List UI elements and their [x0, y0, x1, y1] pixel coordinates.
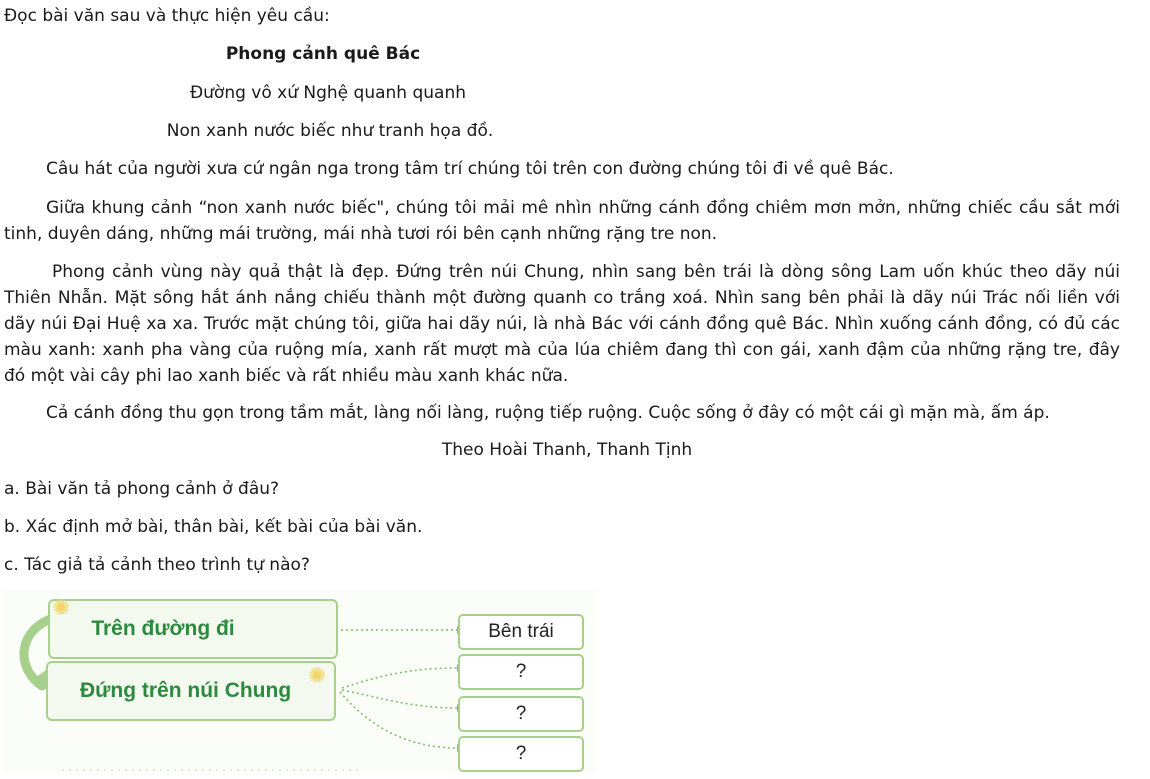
answer-box-2	[458, 654, 584, 690]
box-standing-on-mountain-label: Đứng trên núi Chung	[80, 679, 292, 702]
question-a: a. Bài văn tả phong cảnh ở đâu?	[4, 479, 280, 499]
box-standing-on-mountain	[46, 661, 336, 721]
flower-icon: ✺	[308, 664, 327, 689]
answer-box-3	[458, 696, 584, 732]
poem-line-2: Non xanh nước biếc như tranh họa đồ.	[166, 121, 494, 141]
answer-box-4	[458, 736, 584, 772]
paragraph-3: Phong cảnh vùng này quả thật là đẹp. Đứng trên núi Chung, nhìn sang bên trái là dòng sông Lam uốn khúc theo dãy núi Thiên Nhẫn. Mặt sông hắt ánh nắng chiếu thành một đường quanh co trắng xoá. Nhìn sang bên phải là dãy núi Trác nối liền với dãy núi Đại Huệ xa xa. Trước mặt chúng tôi, giữa hai dãy núi, là nhà Bác với cánh đồng quê Bác. Nhìn xuống cánh đồng, có đủ các màu xanh: xanh pha vàng của ruộng mía, xanh rất mượt mà của lúa chiêm đang thì con gái, xanh đậm của những rặng tre, đây đó một vài cây phi lao xanh biếc và rất nhiều màu xanh khác nữa.	[4, 262, 1120, 386]
connector-4	[340, 692, 457, 748]
answer-box-3-label: ?	[515, 703, 527, 724]
poem-line-1: Đường vô xứ Nghệ quanh quanh	[189, 83, 467, 103]
flower-icon: ✺	[52, 596, 71, 621]
connector-2	[342, 668, 457, 688]
answer-box-left-side	[458, 614, 584, 650]
poem-title: Phong cảnh quê Bác	[225, 44, 421, 64]
answer-box-2-label: ?	[515, 661, 527, 682]
source-attribution: Theo Hoài Thanh, Thanh Tịnh	[441, 440, 693, 460]
question-b: b. Xác định mở bài, thân bài, kết bài của bài văn.	[4, 517, 423, 537]
paragraph-4: Cả cánh đồng thu gọn trong tầm mắt, làng nối làng, ruộng tiếp ruộng. Cuộc sống ở đây có một cái gì mặn mà, ấm áp.	[46, 403, 1050, 423]
box-on-the-way	[48, 596, 338, 659]
instruction-text: Đọc bài văn sau và thực hiện yêu cầu:	[4, 6, 330, 26]
box-on-the-way-label: Trên đường đi	[91, 617, 235, 640]
answer-box-left-side-label: Bên trái	[488, 621, 554, 642]
paragraph-2: Giữa khung cảnh “non xanh nước biếc", chúng tôi mải mê nhìn những cánh đồng chiêm mơn mởn, những chiếc cầu sắt mới tinh, duyên dáng, những mái trường, mái nhà tươi rói bên cạnh những rặng tre non.	[4, 198, 1120, 244]
paragraph-1: Câu hát của người xưa cứ ngân nga trong tâm trí chúng tôi trên con đường chúng tôi đi về quê Bác.	[46, 159, 894, 179]
connector-3	[342, 690, 457, 708]
answer-box-4-label: ?	[515, 743, 527, 764]
question-c: c. Tác giả tả cảnh theo trình tự nào?	[4, 555, 310, 575]
sequence-diagram	[2, 590, 598, 773]
